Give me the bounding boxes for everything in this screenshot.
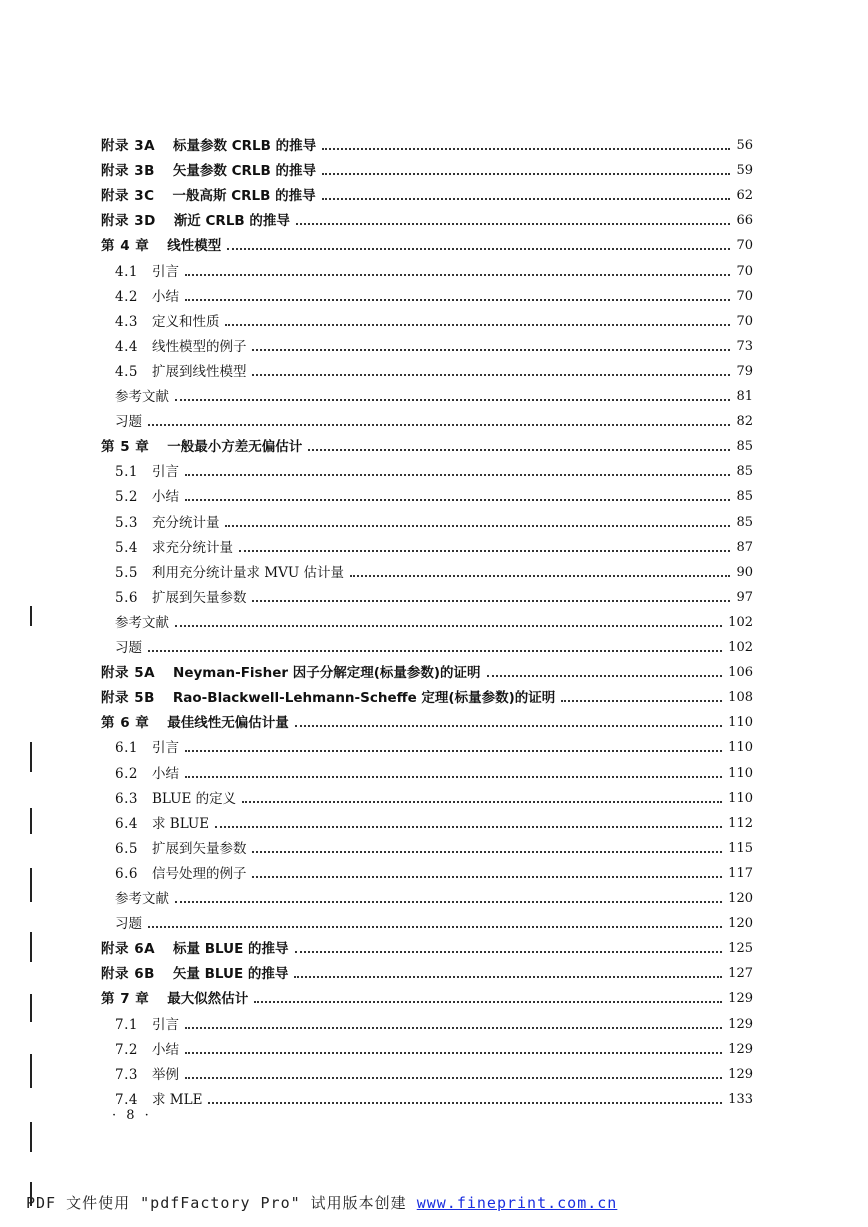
toc-entry[interactable]	[115, 308, 753, 330]
toc-entry[interactable]	[101, 232, 753, 254]
toc-entry-page: 73	[736, 339, 753, 354]
toc-entry-page: 79	[736, 364, 753, 379]
toc-entry[interactable]	[101, 433, 753, 455]
toc-entry-title: 矢量参数 CRLB 的推导	[172, 163, 316, 179]
scan-margin-mark	[30, 606, 32, 626]
dot-leader	[185, 1027, 722, 1029]
toc-entry-title: 扩展到矢量参数	[151, 841, 247, 857]
toc-entry-page: 90	[736, 565, 753, 580]
toc-entry-page: 66	[736, 213, 753, 228]
toc-entry-title: 求 MLE	[151, 1092, 203, 1108]
dot-leader	[239, 550, 730, 552]
toc-entry-title: 小结	[151, 489, 179, 505]
dot-leader	[185, 1077, 722, 1079]
toc-entry-title: 信号处理的例子	[151, 866, 247, 882]
toc-entry-page: 110	[728, 766, 753, 781]
toc-entry-page: 106	[728, 665, 753, 680]
toc-entry[interactable]	[115, 634, 753, 656]
toc-entry-page: 82	[736, 414, 753, 429]
toc-entry-title: 引言	[151, 740, 179, 756]
toc-entry-number: 7.1	[115, 1017, 138, 1033]
dot-leader	[296, 223, 731, 225]
toc-entry[interactable]	[101, 709, 753, 731]
dot-leader	[148, 650, 722, 652]
toc-entry-page: 87	[736, 540, 753, 555]
toc-entry[interactable]	[101, 684, 753, 706]
dot-leader	[295, 951, 723, 953]
toc-entry-title: 渐近 CRLB 的推导	[173, 213, 290, 229]
toc-entry-number: 附录 5A	[101, 665, 156, 681]
toc-entry-number: 第 5 章	[101, 439, 150, 455]
toc-entry-page: 70	[736, 238, 753, 253]
toc-entry-number: 5.6	[115, 590, 138, 606]
toc-entry-title: 一般最小方差无偏估计	[167, 439, 303, 455]
toc-entry-title: 引言	[151, 464, 179, 480]
toc-entry-number: 6.1	[115, 740, 138, 756]
toc-entry-number: 第 6 章	[101, 715, 150, 731]
toc-entry-number: 5.2	[115, 489, 138, 505]
toc-entry-page: 120	[728, 916, 753, 931]
toc-entry-page: 85	[736, 439, 753, 454]
toc-entry-title: 线性模型	[167, 238, 222, 254]
dot-leader	[185, 1052, 722, 1054]
dot-leader	[252, 600, 730, 602]
toc-entry-number: 5.1	[115, 464, 138, 480]
toc-entry[interactable]	[115, 609, 753, 631]
dot-leader	[225, 525, 730, 527]
toc-entry[interactable]	[115, 584, 753, 606]
toc-entry-title: 习题	[115, 640, 142, 656]
toc-entry-title: 参考文献	[115, 891, 169, 907]
toc-entry-number: 7.4	[115, 1092, 138, 1108]
toc-entry-page: 70	[736, 314, 753, 329]
toc-entry-page: 59	[736, 163, 753, 178]
page-number: · 8 ·	[112, 1108, 152, 1123]
toc-entry-title: BLUE 的定义	[151, 791, 237, 807]
dot-leader	[252, 876, 722, 878]
toc-entry[interactable]	[115, 1061, 753, 1083]
toc-entry-title: 引言	[151, 264, 179, 280]
toc-entry[interactable]	[101, 132, 753, 154]
toc-entry-title: Rao-Blackwell-Lehmann-Scheffe 定理(标量参数)的证明	[172, 690, 556, 706]
scan-margin-mark	[30, 932, 32, 962]
toc-entry-page: 129	[728, 1042, 753, 1057]
pdf-watermark-footer	[26, 1192, 617, 1213]
toc-entry[interactable]	[101, 960, 753, 982]
dot-leader	[215, 826, 722, 828]
toc-entry-page: 129	[728, 1017, 753, 1032]
toc-entry-page: 110	[728, 740, 753, 755]
toc-entry-number: 5.3	[115, 515, 138, 531]
dot-leader	[148, 926, 722, 928]
toc-entry-title: 矢量 BLUE 的推导	[172, 966, 289, 982]
toc-entry-page: 85	[736, 464, 753, 479]
toc-entry-page: 81	[736, 389, 753, 404]
toc-entry-number: 7.2	[115, 1042, 138, 1058]
toc-entry-number: 第 4 章	[101, 238, 150, 254]
toc-entry[interactable]	[115, 283, 753, 305]
toc-entry[interactable]	[115, 810, 753, 832]
toc-entry-title: 引言	[151, 1017, 179, 1033]
dot-leader	[295, 725, 722, 727]
toc-entry-title: 小结	[151, 1042, 179, 1058]
toc-entry-page: 62	[736, 188, 753, 203]
toc-entry-number: 附录 3C	[101, 188, 155, 204]
dot-leader	[322, 148, 730, 150]
toc-entry-page: 70	[736, 264, 753, 279]
dot-leader	[227, 248, 730, 250]
toc-entry[interactable]	[101, 985, 753, 1007]
toc-entry-page: 112	[728, 816, 753, 831]
toc-entry-number: 附录 6A	[101, 941, 156, 957]
toc-entry-title: 扩展到矢量参数	[151, 590, 247, 606]
toc-entry-page: 120	[728, 891, 753, 906]
toc-entry-title: 求 BLUE	[151, 816, 210, 832]
toc-entry-page: 56	[736, 138, 753, 153]
dot-leader	[185, 474, 730, 476]
toc-entry-title: 习题	[115, 916, 142, 932]
toc-entry-page: 102	[728, 640, 753, 655]
toc-entry[interactable]	[115, 734, 753, 756]
dot-leader	[185, 299, 730, 301]
toc-entry-page: 85	[736, 515, 753, 530]
toc-entry[interactable]	[115, 258, 753, 280]
toc-entry-number: 6.6	[115, 866, 138, 882]
scan-margin-mark	[30, 808, 32, 834]
dot-leader	[225, 324, 730, 326]
toc-entry[interactable]	[115, 885, 753, 907]
dot-leader	[350, 575, 730, 577]
toc-entry-page: 117	[728, 866, 753, 881]
scan-margin-mark	[30, 1054, 32, 1088]
toc-entry-page: 70	[736, 289, 753, 304]
toc-entry-title: 求充分统计量	[151, 540, 233, 556]
toc-entry[interactable]	[115, 333, 753, 355]
dot-leader	[252, 374, 730, 376]
toc-entry-title: 一般高斯 CRLB 的推导	[172, 188, 316, 204]
toc-entry-title: 标量 BLUE 的推导	[173, 941, 289, 957]
toc-entry-number: 7.3	[115, 1067, 138, 1083]
toc-entry[interactable]	[101, 935, 753, 957]
toc-entry[interactable]	[115, 458, 753, 480]
toc-entry[interactable]	[115, 559, 753, 581]
dot-leader	[242, 801, 722, 803]
toc-entry[interactable]	[101, 157, 753, 179]
toc-entry-title: 参考文献	[115, 389, 169, 405]
dot-leader	[175, 399, 730, 401]
dot-leader	[185, 274, 730, 276]
dot-leader	[561, 700, 722, 702]
scan-margin-mark	[30, 994, 32, 1022]
toc-entry[interactable]	[115, 1086, 753, 1108]
dot-leader	[175, 901, 722, 903]
scan-margin-mark	[30, 1122, 32, 1152]
dot-leader	[322, 198, 731, 200]
footer-text: PDF 文件使用 "pdfFactory Pro" 试用版本创建	[26, 1194, 407, 1212]
toc-entry-page: 133	[728, 1092, 753, 1107]
toc-entry-title: 参考文献	[115, 615, 169, 631]
toc-entry[interactable]	[115, 760, 753, 782]
toc-entry-number: 附录 3B	[101, 163, 155, 179]
toc-entry[interactable]	[115, 358, 753, 380]
dot-leader	[254, 1001, 722, 1003]
toc-entry-page: 129	[728, 991, 753, 1006]
toc-entry-title: 举例	[151, 1067, 179, 1083]
toc-entry[interactable]	[115, 383, 753, 405]
dot-leader	[252, 349, 730, 351]
toc-entry[interactable]	[115, 483, 753, 505]
scan-margin-mark	[30, 868, 32, 902]
dot-leader	[185, 750, 722, 752]
toc-entry-title: 扩展到线性模型	[151, 364, 247, 380]
toc-entry[interactable]	[115, 509, 753, 531]
toc-entry[interactable]	[101, 659, 753, 681]
dot-leader	[175, 625, 722, 627]
toc-entry[interactable]	[101, 207, 753, 229]
toc-entry[interactable]	[115, 408, 753, 430]
toc-entry-page: 97	[736, 590, 753, 605]
dot-leader	[208, 1102, 722, 1104]
toc-entry[interactable]	[115, 835, 753, 857]
toc-entry-number: 4.1	[115, 264, 138, 280]
toc-entry-title: 标量参数 CRLB 的推导	[173, 138, 317, 154]
toc-entry-number: 4.2	[115, 289, 138, 305]
toc-entry-number: 6.5	[115, 841, 138, 857]
toc-entry-title: 充分统计量	[151, 515, 220, 531]
toc-entry-number: 第 7 章	[101, 991, 150, 1007]
toc-entry-number: 4.3	[115, 314, 138, 330]
toc-entry-title: 最佳线性无偏估计量	[167, 715, 289, 731]
toc-entry-number: 6.2	[115, 766, 138, 782]
toc-entry-title: 习题	[115, 414, 142, 430]
dot-leader	[252, 851, 722, 853]
toc-entry-page: 110	[728, 791, 753, 806]
toc-entry-title: 最大似然估计	[167, 991, 249, 1007]
toc-entry[interactable]	[115, 785, 753, 807]
toc-entry-page: 85	[736, 489, 753, 504]
toc-entry-page: 102	[728, 615, 753, 630]
toc-entry[interactable]	[115, 910, 753, 932]
toc-entry-page: 115	[728, 841, 753, 856]
dot-leader	[185, 499, 730, 501]
dot-leader	[308, 449, 730, 451]
dot-leader	[322, 173, 730, 175]
toc-entry[interactable]	[115, 534, 753, 556]
toc-entry[interactable]	[115, 1011, 753, 1033]
toc-entry-number: 5.5	[115, 565, 138, 581]
toc-entry[interactable]	[101, 182, 753, 204]
toc-entry-number: 4.4	[115, 339, 138, 355]
toc-entry-number: 附录 6B	[101, 966, 155, 982]
toc-entry-title: Neyman-Fisher 因子分解定理(标量参数)的证明	[173, 665, 481, 681]
toc-entry-page: 110	[728, 715, 753, 730]
toc-entry-page: 108	[728, 690, 753, 705]
toc-entry-number: 附录 3A	[101, 138, 156, 154]
toc-entry-number: 附录 5B	[101, 690, 155, 706]
toc-entry-page: 129	[728, 1067, 753, 1082]
toc-entry-title: 线性模型的例子	[151, 339, 247, 355]
toc-entry-title: 利用充分统计量求 MVU 估计量	[151, 565, 345, 581]
toc-entry-number: 5.4	[115, 540, 138, 556]
dot-leader	[487, 675, 723, 677]
footer-link[interactable]: www.fineprint.com.cn	[416, 1194, 618, 1212]
toc-entry-title: 定义和性质	[151, 314, 220, 330]
toc-entry-number: 6.4	[115, 816, 138, 832]
toc-entry-number: 附录 3D	[101, 213, 156, 229]
toc-entry[interactable]	[115, 860, 753, 882]
toc-entry-number: 6.3	[115, 791, 138, 807]
dot-leader	[185, 776, 722, 778]
toc-entry-number: 4.5	[115, 364, 138, 380]
dot-leader	[294, 976, 722, 978]
dot-leader	[148, 424, 730, 426]
toc-entry-page: 127	[728, 966, 753, 981]
toc-entry-title: 小结	[151, 289, 179, 305]
toc-entry-page: 125	[728, 941, 753, 956]
toc-entry-title: 小结	[151, 766, 179, 782]
toc-entry[interactable]	[115, 1036, 753, 1058]
scan-margin-mark	[30, 742, 32, 772]
